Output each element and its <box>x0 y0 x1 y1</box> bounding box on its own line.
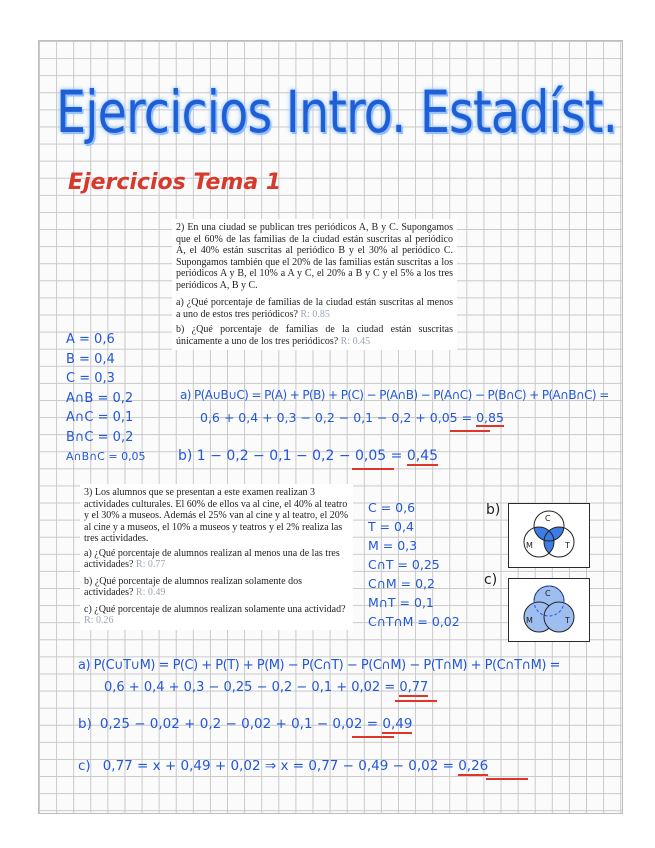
venn-diagram-c <box>508 578 590 642</box>
question-text: a) ¿Qué porcentaje de familias de la ciudad están suscritas al menos a uno de estos tres periódicos? <box>176 297 453 320</box>
problem-3-solution-a-line-1: a) P(C∪T∪M) = P(C) + P(T) + P(M) − P(C∩T) − P(C∩M) − P(T∩M) + P(C∩T∩M) = <box>78 658 560 673</box>
result-underline <box>352 736 394 738</box>
expression: 0,25 − 0,02 + 0,2 − 0,02 + 0,1 − 0,02 = <box>99 716 383 732</box>
question-text: c) ¿Qué porcentaje de alumnos realizan solamente una actividad? <box>84 603 346 615</box>
result: 0,26 <box>458 758 489 774</box>
data-item: C = 0,6 <box>368 500 416 515</box>
venn-diagram-b <box>508 503 590 568</box>
section-title: Ejercicios Tema 1 <box>68 170 282 195</box>
question-text: a) ¿Qué porcentaje de alumnos realizan al menos una de las tres actividades? <box>84 547 340 570</box>
data-item: C∩M = 0,2 <box>368 576 435 591</box>
expression: 0,6 + 0,4 + 0,3 − 0,2 − 0,1 − 0,2 + 0,05 = <box>200 410 477 425</box>
result-underline <box>486 778 528 780</box>
label: c) <box>78 758 91 774</box>
problem-3-data <box>368 498 460 631</box>
result-underline <box>395 700 437 702</box>
venn-label-c: C <box>545 589 551 598</box>
answer-hint: R: 0.45 <box>340 335 371 347</box>
problem-3-statement <box>80 484 353 630</box>
data-item: C = 0,3 <box>66 371 115 386</box>
problem-2-statement <box>172 219 457 350</box>
answer-hint: R: 0.85 <box>300 308 330 320</box>
data-item: A∩B∩C = 0,05 <box>66 450 146 463</box>
data-item: T = 0,4 <box>368 519 414 534</box>
venn-label-m: M <box>526 616 533 625</box>
result: 0,77 <box>399 680 429 695</box>
venn-c-label: c) <box>484 572 498 588</box>
question-text: b) ¿Qué porcentaje de familias de la ciudad están suscritas únicamente a uno de los tres periódicos? <box>176 324 453 347</box>
data-item: C∩T∩M = 0,02 <box>368 614 460 629</box>
problem-2-data <box>66 330 146 467</box>
data-item: A∩C = 0,1 <box>66 410 134 425</box>
data-item: A∩B = 0,2 <box>66 390 134 406</box>
data-item: B∩C = 0,2 <box>66 429 134 445</box>
data-item: C∩T = 0,25 <box>368 557 440 572</box>
problem-2-text: 2) En una ciudad se publican tres periódicos A, B y C. Supongamos que el 60% de las familias de la ciudad están suscritas al periódico A, el 40% están suscritas al periódico B y el 30% al periódico C. Supongamos también que el 20% de las familias están suscritas a los periódicos A y B, el 10% a A y C, el 20% a B y C y el 5% a los tres periódicos A, B y C. <box>176 222 453 291</box>
expression: 0,77 = x + 0,49 + 0,02 ⇒ x = 0,77 − 0,49 − 0,02 = <box>102 758 459 774</box>
result: 0,49 <box>382 716 413 732</box>
data-item: M = 0,3 <box>368 538 418 553</box>
result: 0,85 <box>476 410 504 425</box>
answer-hint: R: 0.77 <box>135 559 166 570</box>
problem-3-solution-b <box>78 716 412 732</box>
problem-2-solution-a-line-2 <box>200 410 504 425</box>
answer-hint: R: 0.26 <box>84 615 114 626</box>
expression: b) 1 − 0,2 − 0,1 − 0,2 − 0,05 = <box>178 448 407 464</box>
result: 0,45 <box>406 448 438 464</box>
problem-3-question-b <box>84 576 349 599</box>
problem-3-solution-a-line-2 <box>104 680 428 695</box>
answer-hint: R: 0.49 <box>135 587 166 598</box>
problem-3-solution-c <box>78 758 488 774</box>
data-item: B = 0,4 <box>66 351 115 367</box>
venn-label-c: C <box>545 514 551 523</box>
problem-3-question-c <box>84 604 349 627</box>
result-underline <box>352 468 394 470</box>
venn-label-m: M <box>526 541 533 550</box>
problem-3-text: 3) Los alumnos que se presentan a este examen realizan 3 actividades culturales. El 60% de ellos va al cine, el 40% al teatro y el 30% a museos. Además el 25% van al cine y al teatro, el 20% al cine y a museos, el 10% a museos y teatros y el 2% realiza las tres actividades. <box>84 487 349 544</box>
expression: 0,6 + 0,4 + 0,3 − 0,25 − 0,2 − 0,1 + 0,02 = <box>104 680 400 695</box>
result-underline <box>450 430 490 432</box>
question-text: b) ¿Qué porcentaje de alumnos realizan solamente dos actividades? <box>84 575 302 598</box>
problem-3-question-a <box>84 548 349 571</box>
problem-2-question-b <box>176 324 453 347</box>
venn-b-label: b) <box>486 502 501 518</box>
problem-2-question-a <box>176 297 453 320</box>
problem-2-solution-b <box>178 448 438 464</box>
data-item: A = 0,6 <box>66 332 115 347</box>
page-title: Ejercicios Intro. Estadíst. <box>56 78 618 146</box>
venn-label-t: T <box>565 541 570 550</box>
venn-label-t: T <box>565 616 570 625</box>
problem-2-solution-a-line-1: a) P(A∪B∪C) = P(A) + P(B) + P(C) − P(A∩B) − P(A∩C) − P(B∩C) + P(A∩B∩C) = <box>180 388 609 402</box>
data-item: M∩T = 0,1 <box>368 595 434 610</box>
label: b) <box>78 716 92 732</box>
